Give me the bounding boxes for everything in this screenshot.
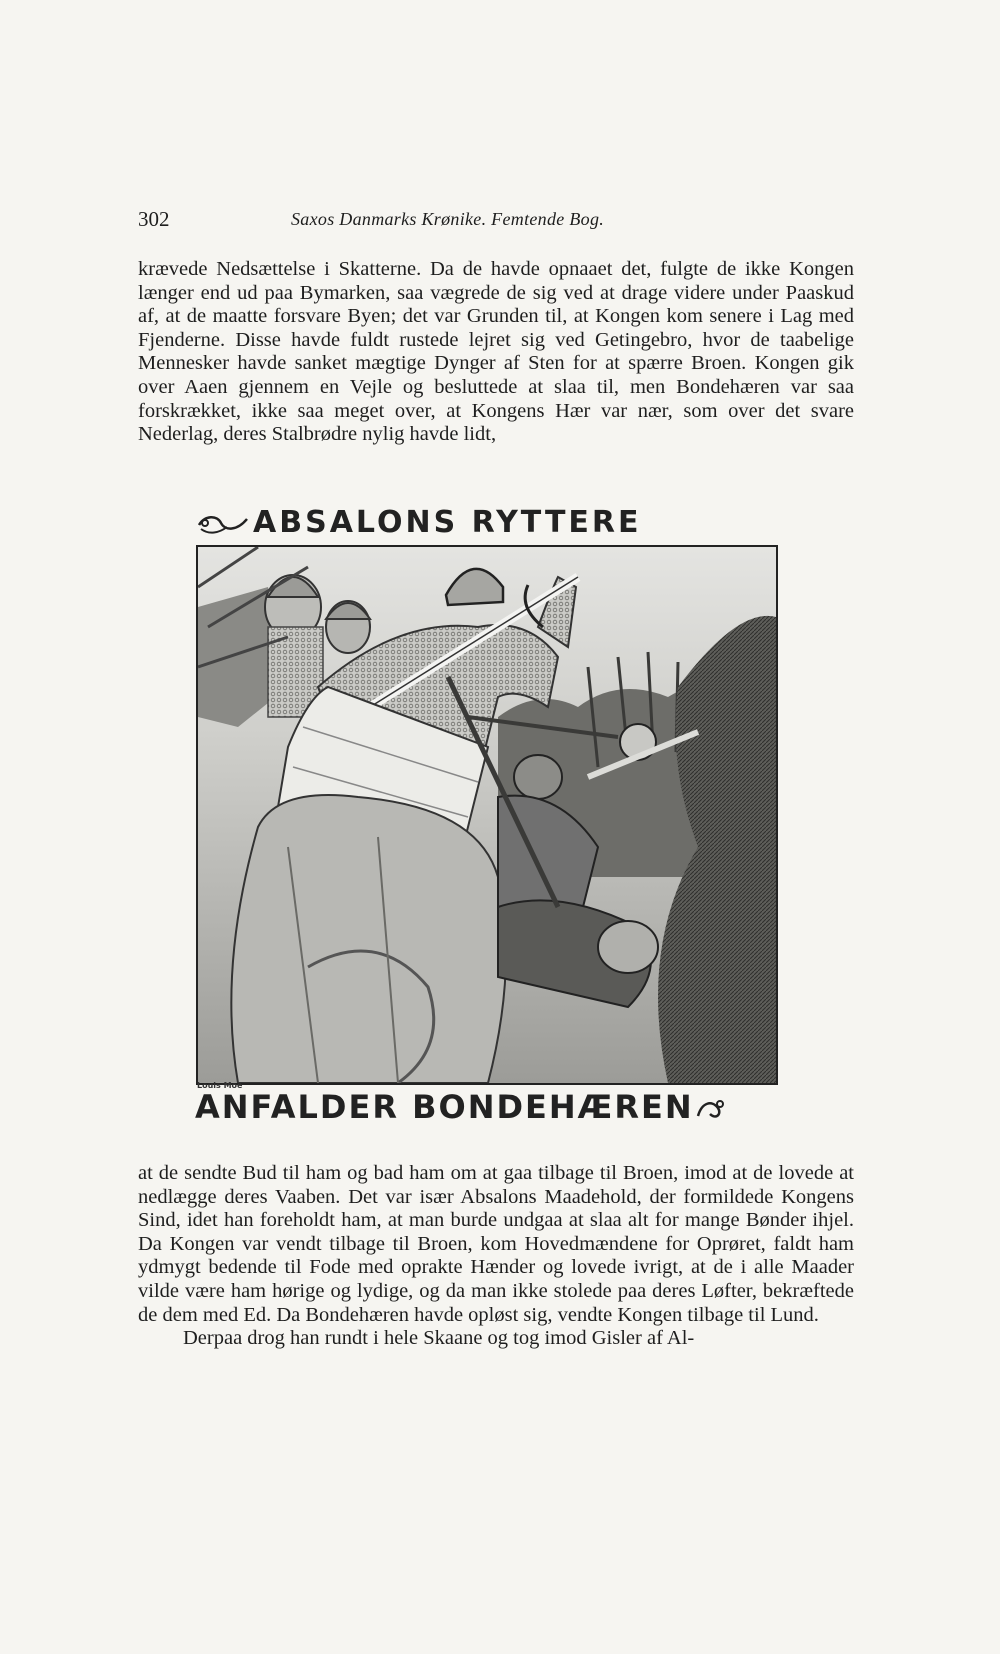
paragraph: at de sendte Bud til ham og bad ham om at gaa tilbage til Broen, imod at de lovede at nedlægge deres Vaaben. Det var især Absalons Maadehold, der formildede Kongens Sind, idet han foreholdt ham, at man burde undgaa at slaa alt for mange Bønder ihjel. Da Kongen var vendt tilbage til Broen, kom Hovedmændene for Oprøret, faldt ham ydmygt bedende til Fode med oprakte Hænder og lovede ivrigt, at de i alle Maader vilde være ham hørige og lydige, og da man ikke stolede paa deres Løfter, bekræftede de dem med Ed. Da Bondehæren havde opløst sig, vendte Kongen tilbage til Lund. <box>138 1162 854 1326</box>
illustration-artwork <box>198 547 776 1083</box>
paragraph: krævede Nedsættelse i Skatterne. Da de havde opnaaet det, fulgte de ikke Kongen længer end ud paa Bymarken, saa vægrede de sig ved at drage videre under Paaskud af, at de maatte forsvare Byen; det var Grunden til, at Kongen kom senere i Lag med Fjenderne. Disse havde fuldt rustede lejret sig ved Getingebro, hvor de taabelige Mennesker havde sanket mægtige Dynger af Sten for at spærre Broen. Kongen gik over Aaen gjennem en Vejle og besluttede at slaa til, men Bondehæren var saa forskrækket, ikke saa meget over, at Kongens Hær var nær, som over det svare Nederlag, deres Stalbrødre nylig havde lidt, <box>138 258 854 446</box>
plate-title-bottom <box>195 1088 775 1126</box>
page-number: 302 <box>138 207 170 231</box>
plate-title-top-text: ABSALONS RYTTERE <box>253 505 642 540</box>
body-text-bottom <box>138 1162 854 1351</box>
running-head-title: Saxos Danmarks Krønike. Femtende Bog. <box>291 209 605 229</box>
battle-illustration <box>196 545 778 1085</box>
plate-title-bottom-text: ANFALDER BONDEHÆREN <box>195 1088 694 1126</box>
running-head <box>138 207 703 237</box>
scroll-ornament-icon <box>696 1096 726 1122</box>
body-text-top <box>138 258 854 447</box>
dragon-ornament-icon <box>197 511 249 537</box>
plate-title-top <box>197 505 777 540</box>
paragraph: Derpaa drog han rundt i hele Skaane og tog imod Gisler af Al- <box>183 1327 695 1350</box>
artist-signature: Louis Moe <box>197 1081 243 1090</box>
